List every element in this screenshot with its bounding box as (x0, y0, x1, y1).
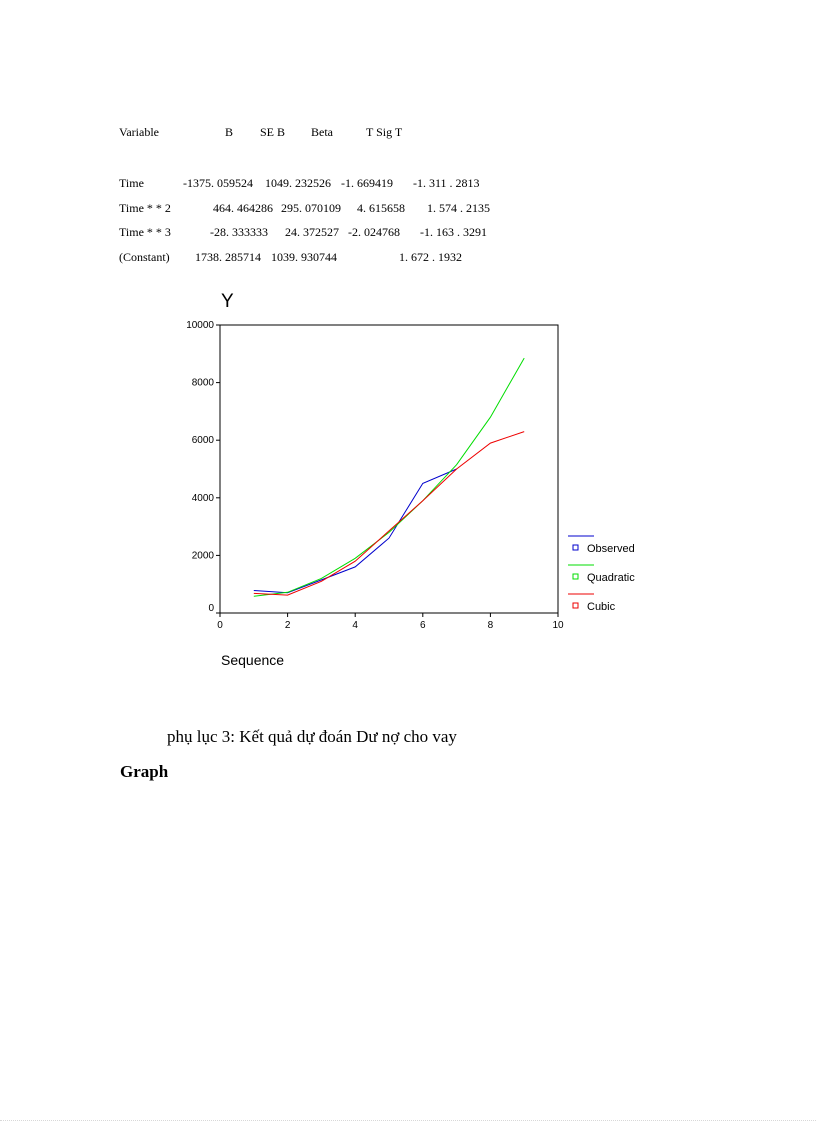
cell-se-b: 24. 372527 (285, 225, 339, 239)
x-axis (217, 613, 564, 631)
legend-label-quadratic: Quadratic (587, 572, 635, 584)
cell-variable: Time * * 3 (119, 225, 171, 239)
y-axis-label: Y (221, 291, 234, 312)
legend (568, 536, 635, 613)
legend-label-cubic: Cubic (587, 601, 616, 613)
figure-caption: phụ lục 3: Kết quả dự đoán Dư nợ cho vay (167, 727, 457, 746)
y-tick-label: 2000 (191, 550, 214, 562)
y-tick-label: 4000 (191, 492, 214, 504)
cell-se-b: 1049. 232526 (265, 176, 331, 190)
header-b: B (225, 125, 234, 139)
cell-variable: Time (119, 176, 144, 190)
cell-variable: Time * * 2 (119, 201, 171, 215)
legend-marker-quadratic (573, 574, 578, 579)
x-tick-label: 10 (552, 620, 564, 631)
legend-label-observed: Observed (587, 543, 635, 555)
y-tick-label: 6000 (191, 435, 214, 447)
cell-variable: (Constant) (119, 250, 170, 264)
x-tick-label: 2 (284, 620, 291, 631)
cell-b: 1738. 285714 (195, 250, 261, 264)
header-beta: Beta (311, 125, 333, 139)
x-axis-label: Sequence (221, 652, 285, 668)
y-tick-label: 10000 (186, 320, 214, 331)
y-axis (186, 320, 220, 614)
cell-t-sig: 1. 672 . 1932 (399, 250, 462, 264)
header-se-b: SE B (260, 125, 286, 139)
cell-t-sig: 1. 574 . 2135 (427, 201, 490, 215)
cell-se-b: 1039. 930744 (271, 250, 337, 264)
cell-b: -1375. 059524 (183, 176, 253, 190)
section-heading: Graph (120, 762, 169, 781)
x-tick-label: 0 (217, 620, 223, 631)
cell-se-b: 295. 070109 (281, 201, 341, 215)
header-variable: Variable (119, 125, 159, 139)
cell-beta: 4. 615658 (357, 201, 405, 215)
y-tick-label: 0 (208, 603, 214, 614)
page-bottom-divider (0, 1120, 816, 1121)
plot-area (220, 325, 558, 613)
cell-t-sig: -1. 163 . 3291 (420, 225, 487, 239)
cell-t-sig: -1. 311 . 2813 (413, 176, 480, 190)
x-tick-label: 6 (420, 620, 426, 631)
x-tick-label: 4 (352, 620, 358, 631)
cell-beta: -1. 669419 (341, 176, 393, 190)
header-t-sig: T Sig T (366, 125, 403, 139)
legend-marker-cubic (573, 603, 578, 608)
legend-marker-observed (573, 545, 578, 550)
cell-b: -28. 333333 (210, 225, 268, 239)
y-tick-label: 8000 (191, 377, 214, 389)
x-tick-label: 8 (487, 620, 494, 631)
line-chart (170, 283, 650, 683)
cell-beta: -2. 024768 (348, 225, 400, 239)
cell-b: 464. 464286 (213, 201, 273, 215)
